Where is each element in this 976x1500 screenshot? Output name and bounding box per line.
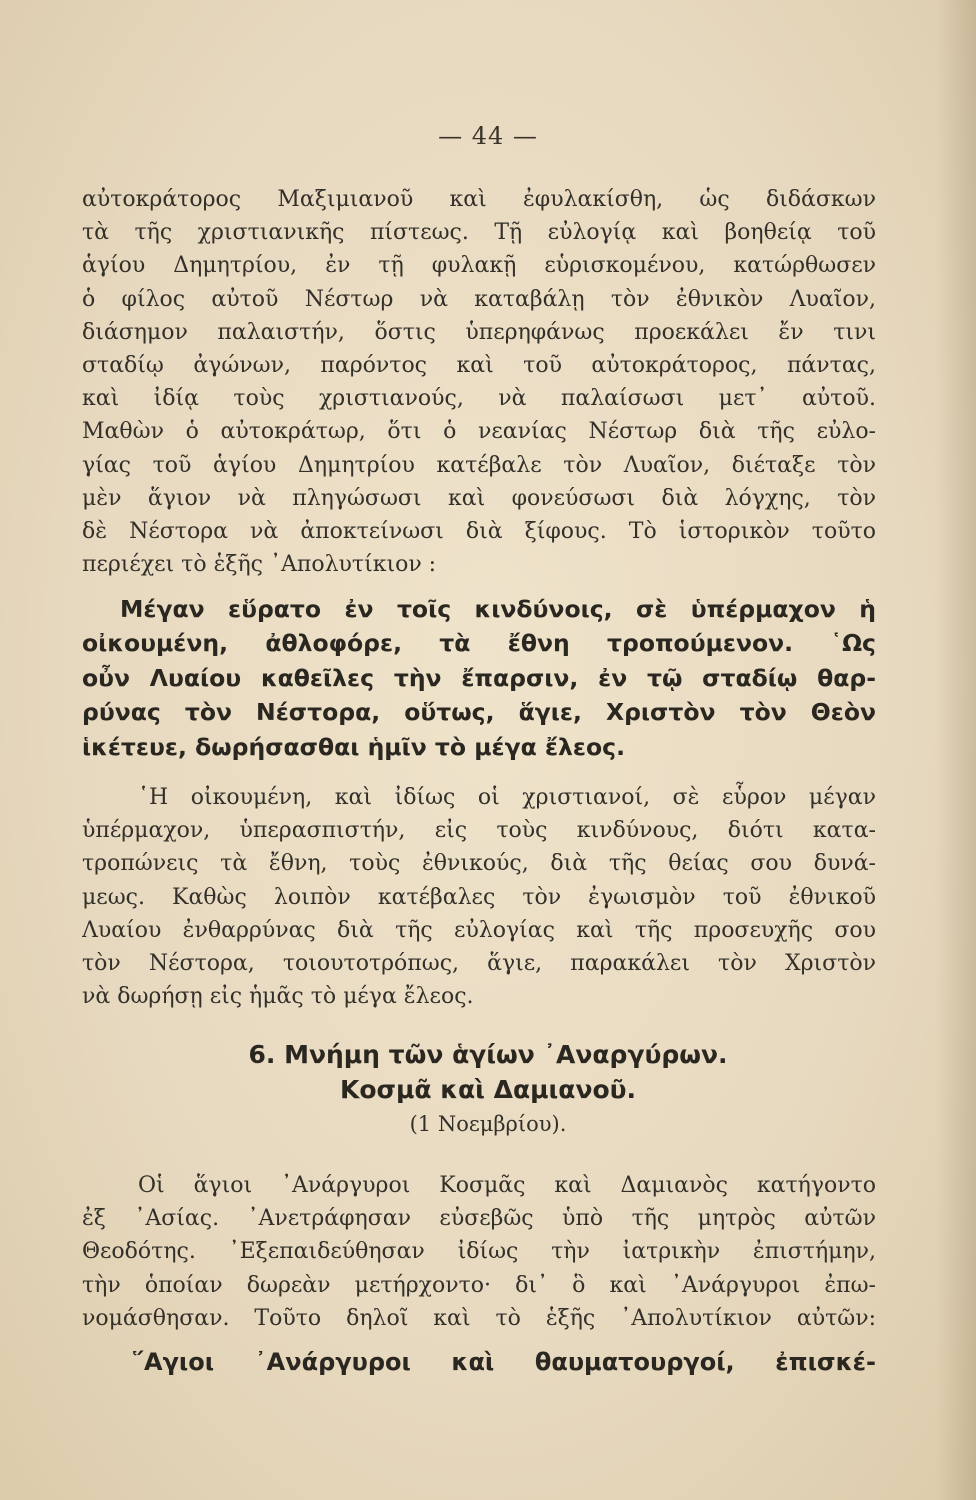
hymn-line: ρύνας τὸν Νέστορα, οὕτως, ἅγιε, Χριστὸν τὸν Θεὸν (82, 698, 876, 727)
text-line: καὶ ἰδίᾳ τοὺς χριστιανούς, νὰ παλαίσωσι μετ᾽ αὐτοῦ. (82, 386, 876, 412)
apolytikion-2-start: ῞Αγιοι ᾽Ανάργυροι καὶ θαυματουργοί, ἐπισκέ- (132, 1348, 876, 1376)
section-title: 6. Μνήμη τῶν ἁγίων ᾽Αναργύρων. (248, 1040, 728, 1069)
paragraph-1 (82, 183, 876, 581)
text-line: δὲ Νέστορα νὰ ἀποκτείνωσι διὰ ξίφους. Τὸ ἱστορικὸν τοῦτο (82, 519, 876, 545)
text-line: Μαθὼν ὁ αὐτοκράτωρ, ὅτι ὁ νεανίας Νέστωρ διὰ τῆς εὐλο- (82, 419, 876, 445)
page-edge-shadow (936, 0, 976, 1500)
hymn-line: οὖν Λυαίου καθεῖλες τὴν ἔπαρσιν, ἐν τῷ σταδίῳ θαρ- (82, 663, 876, 692)
apolytikion-1 (82, 592, 876, 764)
hymn-line: Μέγαν εὕρατο ἐν τοῖς κινδύνοις, σὲ ὑπέρμαχον ἡ (120, 595, 876, 623)
hymn-line: ἱκέτευε, δωρήσασθαι ἡμῖν τὸ μέγα ἔλεος. (82, 732, 626, 761)
text-line: Θεοδότης. ᾽Εξεπαιδεύθησαν ἰδίως τὴν ἰατρικὴν ἐπιστήμην, (82, 1239, 876, 1265)
text-line: τὸν Νέστορα, τοιουτοτρόπως, ἅγιε, παρακάλει τὸν Χριστὸν (82, 951, 876, 977)
text-line: ἐξ ᾽Ασίας. ᾽Ανετράφησαν εὐσεβῶς ὑπὸ τῆς μητρὸς αὐτῶν (82, 1206, 876, 1232)
section-title-line-2: Κοσμᾶ καὶ Δαμιανοῦ. (339, 1075, 637, 1104)
text-line: περιέχει τὸ ἑξῆς ᾽Απολυτίκιον : (82, 552, 437, 578)
hymn-line: οἰκουμένη, ἀθλοφόρε, τὰ ἔθνη τροπούμενον. ῾Ως (82, 629, 876, 658)
text-line: μὲν ἅγιον νὰ πληγώσωσι καὶ φονεύσωσι διὰ λόγχης, τὸν (82, 485, 876, 511)
text-line: τροπώνεις τὰ ἔθνη, τοὺς ἐθνικούς, διὰ τῆς θείας σου δυνά- (82, 851, 876, 877)
text-line: ῾Η οἰκουμένη, καὶ ἰδίως οἱ χριστιανοί, σὲ εὗρον μέγαν (138, 785, 876, 810)
text-line: διάσημον παλαιστήν, ὅστις ὑπερηφάνως προεκάλει ἔν τινι (82, 319, 876, 345)
page-number: — 44 — (438, 122, 538, 150)
text-line: Οἱ ἅγιοι ᾽Ανάργυροι Κοσμᾶς καὶ Δαμιανὸς κατήγοντο (138, 1173, 876, 1198)
text-line: ὑπέρμαχον, ὑπερασπιστήν, εἰς τοὺς κινδύνους, διότι κατα- (82, 818, 876, 844)
text-line: τὴν ὁποίαν δωρεὰν μετήρχοντο· δι᾽ ὃ καὶ ᾽Ανάργυροι ἐπω- (82, 1272, 876, 1298)
text-line: ἁγίου Δημητρίου, ἐν τῇ φυλακῇ εὑρισκομένου, κατώρθωσεν (82, 253, 876, 279)
paragraph-2 (82, 781, 876, 1013)
text-line: γίας τοῦ ἁγίου Δημητρίου κατέβαλε τὸν Λυαῖον, διέταξε τὸν (82, 452, 876, 478)
section-date: (1 Νοεμβρίου). (409, 1112, 567, 1136)
text-line: σταδίῳ ἀγώνων, παρόντος καὶ τοῦ αὐτοκράτορος, πάντας, (82, 353, 876, 379)
text-line: αὐτοκράτορος Μαξιμιανοῦ καὶ ἐφυλακίσθη, ὡς διδάσκων (82, 187, 876, 212)
paragraph-3 (82, 1169, 876, 1335)
text-line: ὁ φίλος αὐτοῦ Νέστωρ νὰ καταβάλῃ τὸν ἐθνικὸν Λυαῖον, (82, 286, 876, 312)
text-line: τὰ τῆς χριστιανικῆς πίστεως. Τῇ εὐλογίᾳ καὶ βοηθείᾳ τοῦ (82, 220, 876, 246)
text-line: Λυαίου ἐνθαρρύνας διὰ τῆς εὐλογίας καὶ τῆς προσευχῆς σου (82, 917, 876, 943)
text-line: νομάσθησαν. Τοῦτο δηλοῖ καὶ τὸ ἑξῆς ᾽Απολυτίκιον αὐτῶν: (82, 1305, 876, 1331)
text-line: μεως. Καθὼς λοιπὸν κατέβαλες τὸν ἐγωισμὸν τοῦ ἐθνικοῦ (82, 884, 876, 910)
text-line: νὰ δωρήσῃ εἰς ἡμᾶς τὸ μέγα ἔλεος. (82, 984, 474, 1010)
